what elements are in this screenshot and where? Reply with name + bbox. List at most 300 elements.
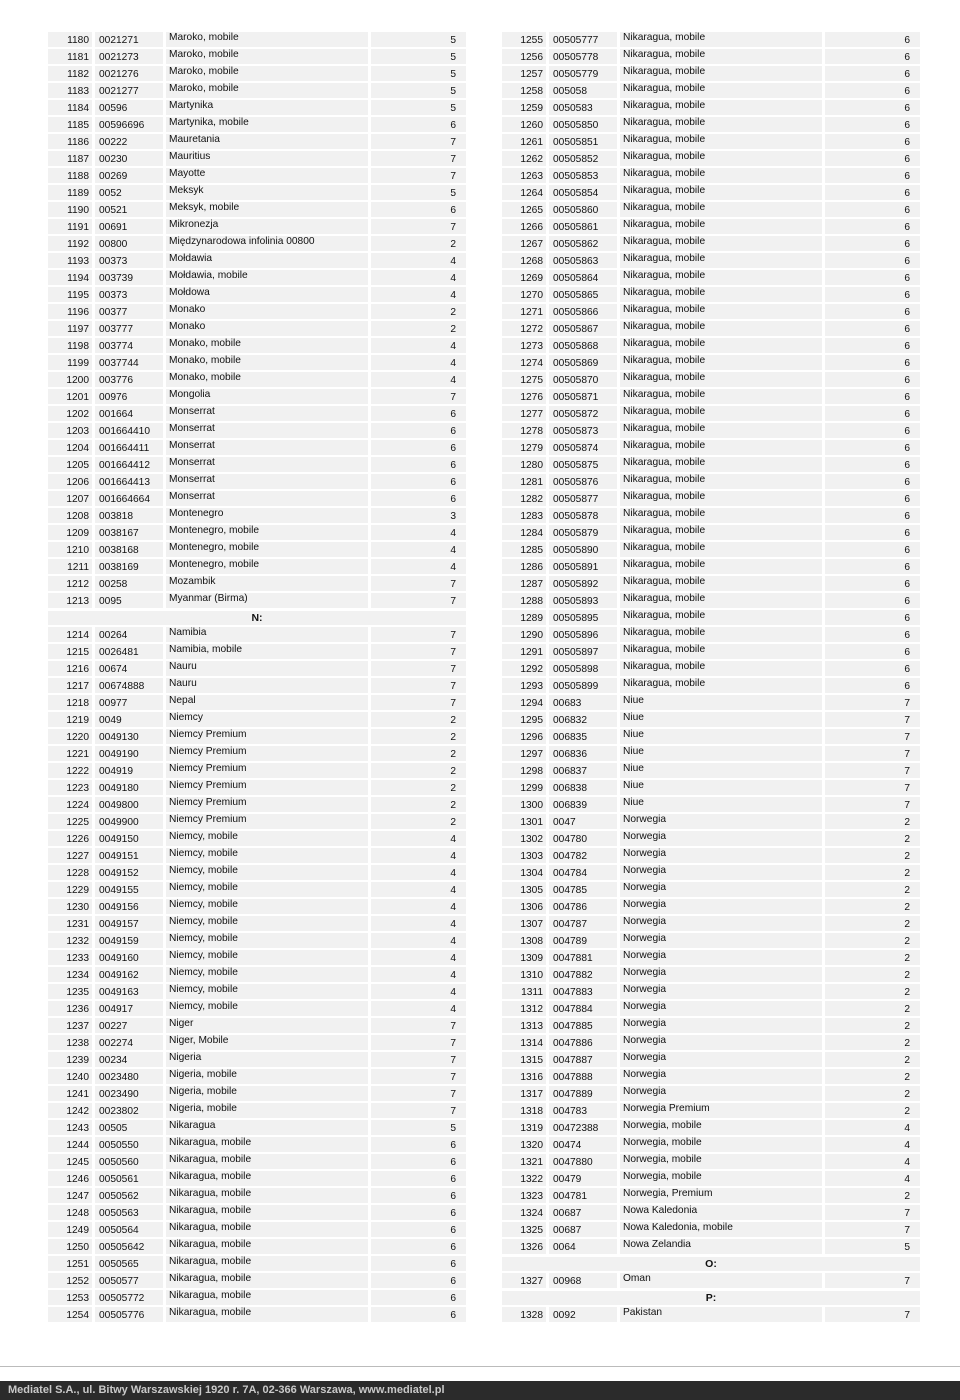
destination-name: Monako xyxy=(166,304,368,319)
row-number: 1203 xyxy=(48,423,92,438)
table-row xyxy=(48,830,466,847)
row-number: 1214 xyxy=(48,627,92,642)
tariff-zone: 6 xyxy=(371,1256,466,1271)
table-row xyxy=(48,1255,466,1272)
destination-name: Nikaragua, mobile xyxy=(166,1137,368,1152)
row-number: 1190 xyxy=(48,202,92,217)
table-row xyxy=(502,643,920,660)
tariff-zone: 5 xyxy=(825,1239,920,1254)
dial-prefix: 00505870 xyxy=(549,372,617,387)
dial-prefix: 0049163 xyxy=(95,984,163,999)
table-row xyxy=(48,711,466,728)
tariff-zone: 4 xyxy=(825,1120,920,1135)
dial-prefix: 004789 xyxy=(549,933,617,948)
dial-prefix: 00505891 xyxy=(549,559,617,574)
tariff-zone: 6 xyxy=(371,202,466,217)
dial-prefix: 00234 xyxy=(95,1052,163,1067)
table-row xyxy=(48,694,466,711)
row-number: 1221 xyxy=(48,746,92,761)
dial-prefix: 0047887 xyxy=(549,1052,617,1067)
row-number: 1303 xyxy=(502,848,546,863)
destination-name: Nikaragua, mobile xyxy=(620,610,822,625)
table-row xyxy=(48,1136,466,1153)
destination-name: Niemcy, mobile xyxy=(166,1001,368,1016)
table-row xyxy=(502,745,920,762)
row-number: 1279 xyxy=(502,440,546,455)
table-row xyxy=(48,966,466,983)
dial-prefix: 00505861 xyxy=(549,219,617,234)
tariff-zone: 6 xyxy=(371,1290,466,1305)
destination-name: Niemcy Premium xyxy=(166,729,368,744)
row-number: 1195 xyxy=(48,287,92,302)
table-row xyxy=(48,881,466,898)
row-number: 1283 xyxy=(502,508,546,523)
tariff-zone: 2 xyxy=(825,882,920,897)
row-number: 1242 xyxy=(48,1103,92,1118)
destination-name: Niue xyxy=(620,695,822,710)
tariff-zone: 2 xyxy=(825,1018,920,1033)
tariff-zone: 7 xyxy=(825,1222,920,1237)
tariff-zone: 7 xyxy=(825,729,920,744)
row-number: 1267 xyxy=(502,236,546,251)
dial-prefix: 003776 xyxy=(95,372,163,387)
tariff-zone: 4 xyxy=(371,542,466,557)
row-number: 1209 xyxy=(48,525,92,540)
dial-prefix: 004783 xyxy=(549,1103,617,1118)
destination-name: Nikaragua, mobile xyxy=(620,202,822,217)
tariff-zone: 4 xyxy=(371,848,466,863)
row-number: 1213 xyxy=(48,593,92,608)
table-row xyxy=(502,1000,920,1017)
row-number: 1289 xyxy=(502,610,546,625)
destination-name: Nauru xyxy=(166,678,368,693)
dial-prefix: 00683 xyxy=(549,695,617,710)
dial-prefix: 006836 xyxy=(549,746,617,761)
tariff-zone: 7 xyxy=(371,1086,466,1101)
destination-name: Norwegia xyxy=(620,865,822,880)
dial-prefix: 00596696 xyxy=(95,117,163,132)
destination-name: Nikaragua, mobile xyxy=(166,1239,368,1254)
row-number: 1300 xyxy=(502,797,546,812)
tariff-zone: 6 xyxy=(371,474,466,489)
tariff-zone: 4 xyxy=(371,338,466,353)
destination-name: Nikaragua, mobile xyxy=(620,372,822,387)
table-row xyxy=(502,983,920,1000)
row-number: 1298 xyxy=(502,763,546,778)
row-number: 1191 xyxy=(48,219,92,234)
row-number: 1310 xyxy=(502,967,546,982)
section-letter-header xyxy=(48,609,466,626)
row-number: 1281 xyxy=(502,474,546,489)
table-row xyxy=(48,1204,466,1221)
dial-prefix: 004785 xyxy=(549,882,617,897)
dial-prefix: 00505860 xyxy=(549,202,617,217)
dial-prefix: 00505854 xyxy=(549,185,617,200)
dial-prefix: 00674888 xyxy=(95,678,163,693)
table-row xyxy=(48,201,466,218)
dial-prefix: 0037744 xyxy=(95,355,163,370)
dial-prefix: 0038169 xyxy=(95,559,163,574)
row-number: 1280 xyxy=(502,457,546,472)
tariff-zone: 2 xyxy=(371,712,466,727)
table-row xyxy=(502,1068,920,1085)
destination-name: Mikronezja xyxy=(166,219,368,234)
destination-name: Niemcy Premium xyxy=(166,746,368,761)
tariff-zone: 6 xyxy=(825,100,920,115)
destination-name: Nikaragua, mobile xyxy=(620,559,822,574)
row-number: 1295 xyxy=(502,712,546,727)
destination-name: Maroko, mobile xyxy=(166,66,368,81)
table-row xyxy=(502,813,920,830)
tariff-zone: 7 xyxy=(825,695,920,710)
destination-name: Nikaragua, mobile xyxy=(620,355,822,370)
destination-name: Mauritius xyxy=(166,151,368,166)
dial-prefix: 004917 xyxy=(95,1001,163,1016)
dial-prefix: 001664413 xyxy=(95,474,163,489)
dial-prefix: 00800 xyxy=(95,236,163,251)
destination-name: Niemcy, mobile xyxy=(166,899,368,914)
table-row xyxy=(502,1204,920,1221)
row-number: 1182 xyxy=(48,66,92,81)
tariff-zone: 6 xyxy=(825,253,920,268)
tariff-zone: 6 xyxy=(825,32,920,47)
dial-prefix: 0092 xyxy=(549,1307,617,1322)
destination-name: Norwegia xyxy=(620,950,822,965)
destination-name: Namibia xyxy=(166,627,368,642)
dial-prefix: 00505779 xyxy=(549,66,617,81)
row-number: 1212 xyxy=(48,576,92,591)
row-number: 1274 xyxy=(502,355,546,370)
destination-name: Niemcy Premium xyxy=(166,797,368,812)
tariff-zone: 7 xyxy=(371,678,466,693)
tariff-zone: 6 xyxy=(825,457,920,472)
dial-prefix: 00472388 xyxy=(549,1120,617,1135)
row-number: 1262 xyxy=(502,151,546,166)
tariff-zone: 7 xyxy=(825,1307,920,1322)
tariff-zone: 7 xyxy=(371,644,466,659)
table-row xyxy=(48,1187,466,1204)
dial-prefix: 004786 xyxy=(549,899,617,914)
tariff-zone: 6 xyxy=(825,423,920,438)
tariff-zone: 6 xyxy=(825,389,920,404)
table-row xyxy=(502,796,920,813)
table-row xyxy=(48,932,466,949)
table-row xyxy=(502,898,920,915)
tariff-zone: 5 xyxy=(371,49,466,64)
row-number: 1205 xyxy=(48,457,92,472)
tariff-zone: 4 xyxy=(371,933,466,948)
dial-prefix: 00505868 xyxy=(549,338,617,353)
table-row xyxy=(502,1136,920,1153)
dial-prefix: 00687 xyxy=(549,1222,617,1237)
row-number: 1217 xyxy=(48,678,92,693)
destination-name: Niemcy, mobile xyxy=(166,916,368,931)
table-row xyxy=(48,150,466,167)
tariff-zone: 7 xyxy=(371,389,466,404)
page-footer xyxy=(0,1381,960,1400)
row-number: 1185 xyxy=(48,117,92,132)
row-number: 1219 xyxy=(48,712,92,727)
destination-name: Monserrat xyxy=(166,474,368,489)
table-row xyxy=(48,48,466,65)
row-number: 1290 xyxy=(502,627,546,642)
table-row xyxy=(48,1289,466,1306)
dial-prefix: 0047881 xyxy=(549,950,617,965)
tariff-zone: 6 xyxy=(371,117,466,132)
row-number: 1235 xyxy=(48,984,92,999)
tariff-zone: 7 xyxy=(371,151,466,166)
dial-prefix: 00505878 xyxy=(549,508,617,523)
tariff-zone: 5 xyxy=(371,32,466,47)
destination-name: Niemcy, mobile xyxy=(166,967,368,982)
table-row xyxy=(48,762,466,779)
row-number: 1243 xyxy=(48,1120,92,1135)
dial-prefix: 002274 xyxy=(95,1035,163,1050)
destination-name: Norwegia, mobile xyxy=(620,1171,822,1186)
section-letter: P: xyxy=(502,1291,920,1305)
row-number: 1324 xyxy=(502,1205,546,1220)
destination-name: Norwegia, mobile xyxy=(620,1137,822,1152)
destination-name: Nikaragua, mobile xyxy=(620,491,822,506)
row-number: 1304 xyxy=(502,865,546,880)
row-number: 1301 xyxy=(502,814,546,829)
destination-name: Nowa Kaledonia, mobile xyxy=(620,1222,822,1237)
row-number: 1275 xyxy=(502,372,546,387)
destination-name: Montenegro, mobile xyxy=(166,525,368,540)
table-row xyxy=(502,1119,920,1136)
tariff-zone: 6 xyxy=(371,1273,466,1288)
destination-name: Niemcy, mobile xyxy=(166,984,368,999)
dial-prefix: 0050561 xyxy=(95,1171,163,1186)
destination-name: Nikaragua, mobile xyxy=(620,661,822,676)
row-number: 1264 xyxy=(502,185,546,200)
dial-prefix: 00505899 xyxy=(549,678,617,693)
destination-name: Nikaragua, mobile xyxy=(620,440,822,455)
destination-name: Nikaragua, mobile xyxy=(166,1290,368,1305)
dial-prefix: 0021276 xyxy=(95,66,163,81)
table-row xyxy=(48,592,466,609)
tariff-zone: 6 xyxy=(825,355,920,370)
dial-prefix: 00505896 xyxy=(549,627,617,642)
row-number: 1200 xyxy=(48,372,92,387)
destination-name: Meksyk, mobile xyxy=(166,202,368,217)
tariff-zone: 4 xyxy=(371,287,466,302)
row-number: 1234 xyxy=(48,967,92,982)
tariff-zone: 2 xyxy=(371,729,466,744)
dial-prefix: 004919 xyxy=(95,763,163,778)
table-row xyxy=(502,167,920,184)
dial-prefix: 00505 xyxy=(95,1120,163,1135)
footer-text: Mediatel S.A., ul. Bitwy Warszawskiej 1920 r. 7A, 02-366 Warszawa, www.mediatel.pl xyxy=(8,1384,445,1396)
row-number: 1311 xyxy=(502,984,546,999)
row-number: 1268 xyxy=(502,253,546,268)
row-number: 1288 xyxy=(502,593,546,608)
row-number: 1207 xyxy=(48,491,92,506)
tariff-zone: 6 xyxy=(825,219,920,234)
tariff-zone: 6 xyxy=(825,678,920,693)
destination-name: Nikaragua, mobile xyxy=(620,508,822,523)
tariff-zone: 7 xyxy=(371,219,466,234)
dial-prefix: 0021271 xyxy=(95,32,163,47)
row-number: 1313 xyxy=(502,1018,546,1033)
destination-name: Nikaragua, mobile xyxy=(620,49,822,64)
table-row xyxy=(502,1085,920,1102)
table-row xyxy=(48,235,466,252)
row-number: 1192 xyxy=(48,236,92,251)
destination-name: Niemcy, mobile xyxy=(166,950,368,965)
table-row xyxy=(48,1170,466,1187)
dial-prefix: 0050563 xyxy=(95,1205,163,1220)
destination-name: Mozambik xyxy=(166,576,368,591)
table-row xyxy=(502,524,920,541)
dial-prefix: 00373 xyxy=(95,287,163,302)
row-number: 1277 xyxy=(502,406,546,421)
destination-name: Nikaragua, mobile xyxy=(620,338,822,353)
dial-prefix: 00505776 xyxy=(95,1307,163,1322)
table-row xyxy=(502,626,920,643)
table-row xyxy=(502,541,920,558)
destination-name: Nikaragua, mobile xyxy=(166,1273,368,1288)
row-number: 1222 xyxy=(48,763,92,778)
row-number: 1260 xyxy=(502,117,546,132)
dial-prefix: 00505898 xyxy=(549,661,617,676)
tariff-zone: 7 xyxy=(825,780,920,795)
tariff-zone: 7 xyxy=(825,1205,920,1220)
table-row xyxy=(48,983,466,1000)
destination-name: Pakistan xyxy=(620,1307,822,1322)
table-row xyxy=(502,48,920,65)
tariff-zone: 7 xyxy=(371,168,466,183)
dial-prefix: 00505865 xyxy=(549,287,617,302)
dial-prefix: 004784 xyxy=(549,865,617,880)
table-row xyxy=(502,99,920,116)
destination-name: Martynika, mobile xyxy=(166,117,368,132)
destination-name: Nikaragua, mobile xyxy=(620,253,822,268)
destination-name: Niemcy xyxy=(166,712,368,727)
destination-name: Mołdawia, mobile xyxy=(166,270,368,285)
tariff-zone: 2 xyxy=(371,236,466,251)
tariff-zone: 2 xyxy=(371,797,466,812)
destination-name: Niue xyxy=(620,712,822,727)
destination-name: Nikaragua, mobile xyxy=(620,287,822,302)
dial-prefix: 00264 xyxy=(95,627,163,642)
dial-prefix: 0050550 xyxy=(95,1137,163,1152)
table-row xyxy=(502,1034,920,1051)
table-row xyxy=(48,320,466,337)
row-number: 1317 xyxy=(502,1086,546,1101)
row-number: 1180 xyxy=(48,32,92,47)
tariff-zone: 6 xyxy=(825,491,920,506)
dial-prefix: 0047880 xyxy=(549,1154,617,1169)
dial-prefix: 003818 xyxy=(95,508,163,523)
destination-name: Norwegia xyxy=(620,1052,822,1067)
tariff-zone: 4 xyxy=(371,559,466,574)
table-row xyxy=(502,1306,920,1323)
dial-prefix: 0047883 xyxy=(549,984,617,999)
dial-prefix: 001664664 xyxy=(95,491,163,506)
table-row xyxy=(48,116,466,133)
row-number: 1326 xyxy=(502,1239,546,1254)
dial-prefix: 00474 xyxy=(549,1137,617,1152)
row-number: 1318 xyxy=(502,1103,546,1118)
table-row xyxy=(48,1153,466,1170)
row-number: 1240 xyxy=(48,1069,92,1084)
destination-name: Nikaragua, mobile xyxy=(620,66,822,81)
row-number: 1256 xyxy=(502,49,546,64)
tariff-zone: 6 xyxy=(825,372,920,387)
destination-name: Nikaragua, mobile xyxy=(620,185,822,200)
destination-name: Maroko, mobile xyxy=(166,49,368,64)
tariff-zone: 4 xyxy=(371,831,466,846)
tariff-zone: 7 xyxy=(371,1052,466,1067)
dial-prefix: 0049156 xyxy=(95,899,163,914)
tariff-zone: 5 xyxy=(371,185,466,200)
destination-name: Nikaragua, mobile xyxy=(620,678,822,693)
tariff-zone: 4 xyxy=(371,525,466,540)
table-row xyxy=(502,847,920,864)
table-row xyxy=(502,116,920,133)
row-number: 1292 xyxy=(502,661,546,676)
dial-prefix: 00505866 xyxy=(549,304,617,319)
row-number: 1282 xyxy=(502,491,546,506)
tariff-zone: 2 xyxy=(825,916,920,931)
row-number: 1265 xyxy=(502,202,546,217)
row-number: 1325 xyxy=(502,1222,546,1237)
tariff-zone: 7 xyxy=(825,1273,920,1288)
destination-name: Norwegia Premium xyxy=(620,1103,822,1118)
destination-name: Niemcy Premium xyxy=(166,763,368,778)
row-number: 1232 xyxy=(48,933,92,948)
destination-name: Niue xyxy=(620,797,822,812)
tariff-zone: 2 xyxy=(825,933,920,948)
tariff-zone: 6 xyxy=(371,1239,466,1254)
row-number: 1259 xyxy=(502,100,546,115)
destination-name: Niemcy, mobile xyxy=(166,848,368,863)
dial-prefix: 00505850 xyxy=(549,117,617,132)
table-row xyxy=(48,541,466,558)
destination-name: Norwegia xyxy=(620,967,822,982)
row-number: 1263 xyxy=(502,168,546,183)
destination-name: Nikaragua, mobile xyxy=(620,100,822,115)
row-number: 1278 xyxy=(502,423,546,438)
tariff-zone: 2 xyxy=(825,1086,920,1101)
table-row xyxy=(48,490,466,507)
dial-prefix: 00687 xyxy=(549,1205,617,1220)
dial-prefix: 0049 xyxy=(95,712,163,727)
table-row xyxy=(502,184,920,201)
dial-prefix: 003739 xyxy=(95,270,163,285)
dial-prefix: 0049180 xyxy=(95,780,163,795)
row-number: 1193 xyxy=(48,253,92,268)
dial-prefix: 003777 xyxy=(95,321,163,336)
dial-prefix: 0050562 xyxy=(95,1188,163,1203)
table-row xyxy=(48,898,466,915)
tariff-zone: 6 xyxy=(825,321,920,336)
row-number: 1321 xyxy=(502,1154,546,1169)
table-row xyxy=(48,133,466,150)
tariff-zone: 6 xyxy=(825,117,920,132)
row-number: 1327 xyxy=(502,1273,546,1288)
row-number: 1241 xyxy=(48,1086,92,1101)
table-row xyxy=(502,303,920,320)
table-row xyxy=(502,405,920,422)
table-row xyxy=(502,966,920,983)
table-row xyxy=(48,1119,466,1136)
table-row xyxy=(48,660,466,677)
dial-prefix: 00505871 xyxy=(549,389,617,404)
row-number: 1322 xyxy=(502,1171,546,1186)
row-number: 1299 xyxy=(502,780,546,795)
